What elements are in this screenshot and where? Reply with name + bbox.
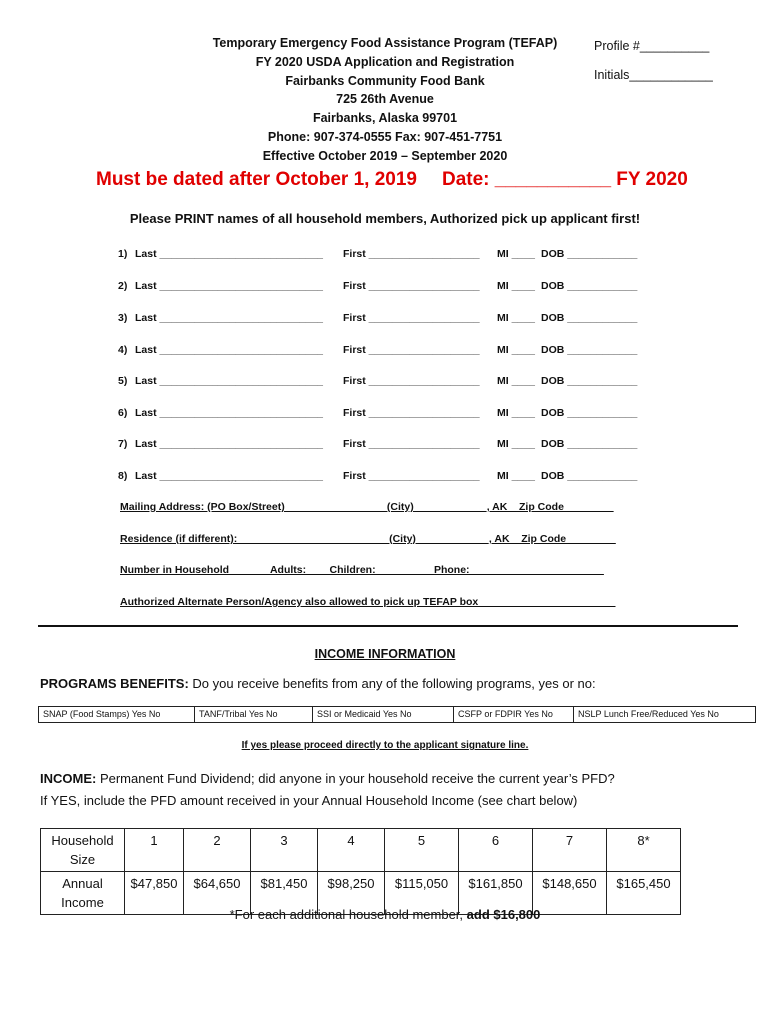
programs-benefits-question	[40, 676, 596, 691]
income-cell: $165,450	[607, 872, 681, 915]
program-header	[170, 34, 600, 166]
member-number: 8)	[118, 470, 128, 482]
footnote-text: *For each additional household member,	[229, 907, 467, 922]
size-cell: 7	[533, 829, 607, 872]
member-row-2	[118, 280, 658, 296]
income-cell: $81,450	[251, 872, 318, 915]
dob-field[interactable]: DOB ____________	[541, 438, 638, 450]
member-number: 7)	[118, 438, 128, 450]
residence-address-field[interactable]: Residence (if different):__________________________(City) ____________, AK _ Zip Code ________	[120, 533, 616, 545]
programs-label: PROGRAMS BENEFITS:	[40, 676, 189, 691]
member-row-7	[118, 438, 658, 454]
income-cell: $98,250	[318, 872, 385, 915]
income-cell: $64,650	[184, 872, 251, 915]
size-cell: 4	[318, 829, 385, 872]
household-size-row	[41, 829, 681, 872]
benefit-nslp[interactable]: NSLP Lunch Free/Reduced Yes No	[578, 709, 719, 719]
print-instruction: Please PRINT names of all household members, Authorized pick up applicant first!	[129, 211, 641, 226]
middle-initial-field[interactable]: MI ____	[497, 438, 535, 450]
first-name-field[interactable]: First ___________________	[343, 470, 480, 482]
dob-field[interactable]: DOB ____________	[541, 375, 638, 387]
size-cell: 5	[385, 829, 459, 872]
proceed-instruction: If yes please proceed directly to the applicant signature line.	[241, 740, 529, 751]
footnote-amount: add $16,800	[466, 907, 541, 922]
last-name-field[interactable]: Last ____________________________	[135, 407, 324, 419]
pfd-question-line-2: If YES, include the PFD amount received in your Annual Household Income (see chart below)	[40, 793, 578, 808]
office-use-box	[594, 32, 713, 90]
income-cell: $115,050	[385, 872, 459, 915]
last-name-field[interactable]: Last ____________________________	[135, 375, 324, 387]
date-notice: Must be dated after October 1, 2019	[96, 169, 417, 190]
household-size-label: Household Size	[41, 829, 125, 872]
member-number: 1)	[118, 248, 128, 260]
member-row-5	[118, 375, 658, 391]
income-section-title: INCOME INFORMATION	[314, 647, 456, 661]
annual-income-label: Annual Income	[41, 872, 125, 915]
size-cell: 8*	[607, 829, 681, 872]
dob-field[interactable]: DOB ____________	[541, 248, 638, 260]
first-name-field[interactable]: First ___________________	[343, 280, 480, 292]
last-name-field[interactable]: Last ____________________________	[135, 280, 324, 292]
benefit-snap[interactable]: SNAP (Food Stamps) Yes No	[39, 707, 195, 722]
benefit-ssi-medicaid[interactable]: SSI or Medicaid Yes No	[313, 707, 454, 722]
middle-initial-field[interactable]: MI ____	[497, 280, 535, 292]
first-name-field[interactable]: First ___________________	[343, 375, 480, 387]
middle-initial-field[interactable]: MI ____	[497, 470, 535, 482]
income-chart-table	[40, 828, 681, 915]
additional-member-footnote	[0, 907, 770, 922]
middle-initial-field[interactable]: MI ____	[497, 407, 535, 419]
member-row-8	[118, 470, 658, 486]
dob-field[interactable]: DOB ____________	[541, 280, 638, 292]
first-name-field[interactable]: First ___________________	[343, 248, 480, 260]
first-name-field[interactable]: First ___________________	[343, 438, 480, 450]
mailing-address-field[interactable]: Mailing Address: (PO Box/Street) _________________(City) ____________, AK _ Zip Code ________	[120, 501, 614, 513]
dob-field[interactable]: DOB ____________	[541, 312, 638, 324]
household-count-field[interactable]: Number in Household_______Adults:____Children:__________Phone:_______________________	[120, 564, 604, 576]
middle-initial-field[interactable]: MI ____	[497, 344, 535, 356]
header-line-city: Fairbanks, Alaska 99701	[312, 111, 458, 126]
size-cell: 1	[125, 829, 184, 872]
benefit-csfp-fdpir[interactable]: CSFP or FDPIR Yes No	[454, 707, 574, 722]
alternate-person-field[interactable]: Authorized Alternate Person/Agency also allowed to pick up TEFAP box _______________________	[120, 596, 616, 608]
income-label: INCOME:	[40, 771, 97, 786]
member-number: 5)	[118, 375, 128, 387]
member-row-6	[118, 407, 658, 423]
income-cell: $47,850	[125, 872, 184, 915]
header-line-organization: Fairbanks Community Food Bank	[285, 73, 485, 88]
last-name-field[interactable]: Last ____________________________	[135, 248, 324, 260]
member-row-1	[118, 248, 658, 264]
member-number: 4)	[118, 344, 128, 356]
first-name-field[interactable]: First ___________________	[343, 312, 480, 324]
pfd-question-line-1: Permanent Fund Dividend; did anyone in your household receive the current year’s PFD?	[96, 771, 615, 786]
member-row-3	[118, 312, 658, 328]
first-name-field[interactable]: First ___________________	[343, 344, 480, 356]
size-cell: 3	[251, 829, 318, 872]
date-field[interactable]: Date: ___________ FY 2020	[442, 169, 688, 190]
size-cell: 6	[459, 829, 533, 872]
member-number: 2)	[118, 280, 128, 292]
member-number: 3)	[118, 312, 128, 324]
size-cell: 2	[184, 829, 251, 872]
header-line-effective: Effective October 2019 – September 2020	[262, 148, 508, 163]
middle-initial-field[interactable]: MI ____	[497, 312, 535, 324]
header-line-phone: Phone: 907-374-0555 Fax: 907-451-7751	[267, 129, 503, 144]
income-cell: $148,650	[533, 872, 607, 915]
programs-question-text: Do you receive benefits from any of the following programs, yes or no:	[188, 676, 596, 691]
profile-number-field[interactable]: Profile #__________	[594, 39, 710, 53]
income-cell: $161,850	[459, 872, 533, 915]
initials-field[interactable]: Initials____________	[594, 68, 713, 82]
dob-field[interactable]: DOB ____________	[541, 407, 638, 419]
header-line-subtitle: FY 2020 USDA Application and Registration	[255, 54, 515, 69]
header-line-title: Temporary Emergency Food Assistance Program (TEFAP)	[212, 36, 558, 50]
dob-field[interactable]: DOB ____________	[541, 470, 638, 482]
last-name-field[interactable]: Last ____________________________	[135, 344, 324, 356]
section-divider	[38, 625, 738, 627]
last-name-field[interactable]: Last ____________________________	[135, 470, 324, 482]
benefit-tanf[interactable]: TANF/Tribal Yes No	[195, 707, 313, 722]
dob-field[interactable]: DOB ____________	[541, 344, 638, 356]
middle-initial-field[interactable]: MI ____	[497, 248, 535, 260]
middle-initial-field[interactable]: MI ____	[497, 375, 535, 387]
member-row-4	[118, 344, 658, 360]
member-number: 6)	[118, 407, 128, 419]
first-name-field[interactable]: First ___________________	[343, 407, 480, 419]
header-line-street: 725 26th Avenue	[336, 92, 434, 107]
pfd-question	[40, 768, 615, 812]
benefits-table	[38, 706, 756, 723]
last-name-field[interactable]: Last ____________________________	[135, 438, 324, 450]
last-name-field[interactable]: Last ____________________________	[135, 312, 324, 324]
